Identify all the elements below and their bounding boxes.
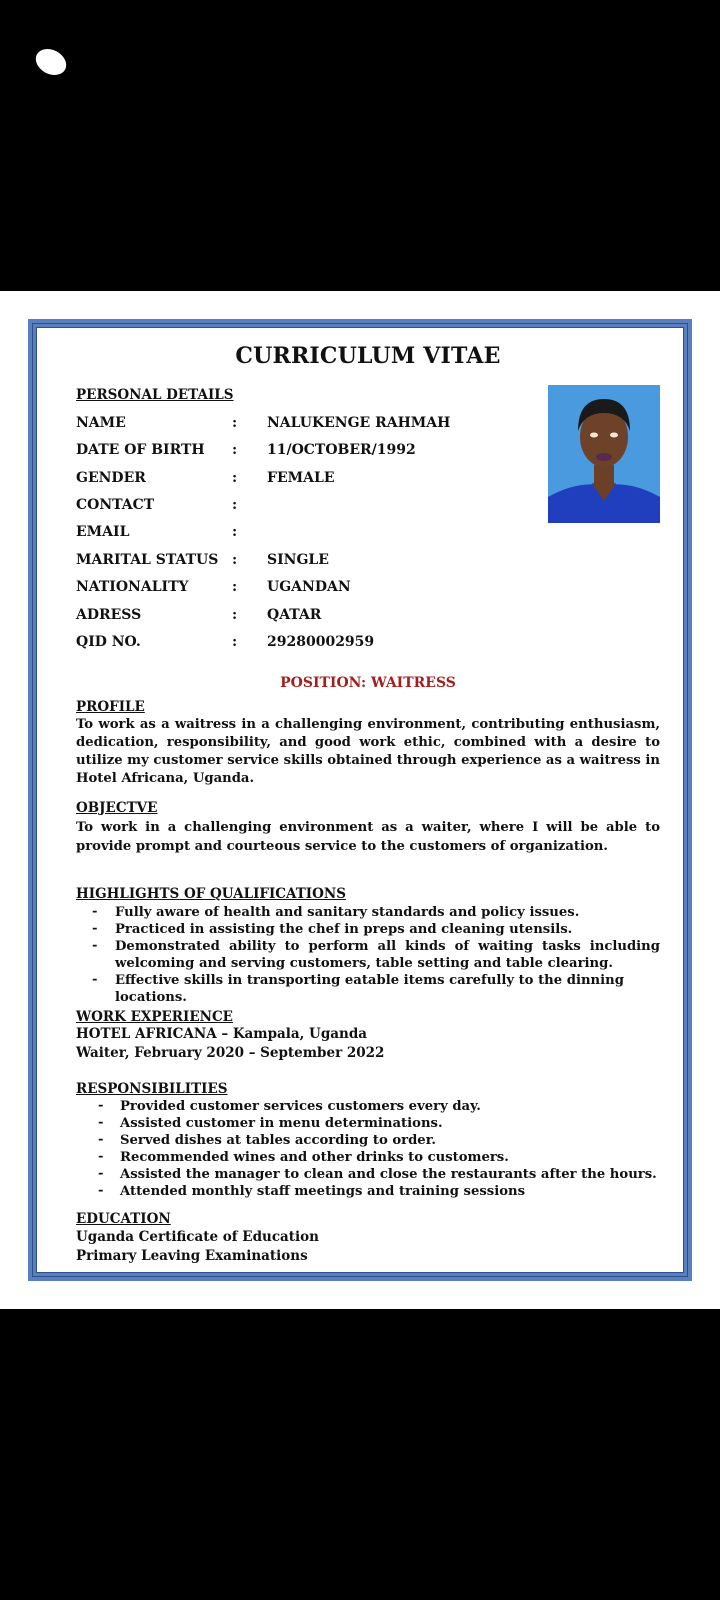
list-dash: -	[92, 938, 98, 953]
detail-label: NATIONALITY	[76, 579, 189, 595]
list-item: Practiced in assisting the chef in preps and cleaning utensils.	[115, 922, 573, 937]
position-title: POSITION: WAITRESS	[280, 675, 456, 691]
detail-value: 11/OCTOBER/1992	[267, 442, 416, 458]
detail-label: ADRESS	[76, 607, 142, 623]
list-item: Fully aware of health and sanitary standards and policy issues.	[115, 905, 580, 920]
education-item: Primary Leaving Examinations	[76, 1248, 308, 1264]
detail-colon: :	[232, 442, 238, 458]
list-item: Assisted the manager to clean and close the restaurants after the hours.	[120, 1167, 657, 1182]
list-dash: -	[92, 972, 98, 987]
role-line: Waiter, February 2020 – September 2022	[76, 1045, 385, 1061]
list-dash: -	[98, 1149, 104, 1164]
list-item: Assisted customer in menu determinations.	[120, 1116, 443, 1131]
list-dash: -	[92, 921, 98, 936]
detail-label: GENDER	[76, 470, 146, 486]
profile-text: To work as a waitress in a challenging environment, contributing enthusiasm, dedication, responsibility, and good work ethic, combined with a desire to utilize my customer service skills obtained through experience as a waitress in Hotel Africana, Uganda.	[76, 717, 660, 786]
list-item: Provided customer services customers every day.	[120, 1099, 481, 1114]
detail-colon: :	[232, 552, 238, 568]
detail-value: SINGLE	[267, 552, 329, 568]
work-experience-heading: WORK EXPERIENCE	[76, 1009, 233, 1025]
personal-details-heading: PERSONAL DETAILS	[76, 387, 234, 403]
detail-label: QID NO.	[76, 634, 141, 650]
screen-shape	[31, 44, 71, 80]
detail-label: EMAIL	[76, 524, 130, 540]
detail-colon: :	[232, 524, 238, 540]
detail-colon: :	[232, 497, 238, 513]
cv-document-page	[0, 291, 720, 1309]
employer-line: HOTEL AFRICANA – Kampala, Uganda	[76, 1026, 368, 1042]
list-dash: -	[98, 1166, 104, 1181]
list-item: Effective skills in transporting eatable items carefully to the dinning locations.	[115, 973, 624, 1005]
list-dash: -	[98, 1098, 104, 1113]
detail-value: 29280002959	[267, 634, 375, 650]
education-heading: EDUCATION	[76, 1211, 171, 1227]
bottom-black-area	[0, 1309, 720, 1600]
highlights-heading: HIGHLIGHTS OF QUALIFICATIONS	[76, 886, 346, 902]
list-dash: -	[98, 1115, 104, 1130]
detail-label: CONTACT	[76, 497, 155, 513]
list-item: Served dishes at tables according to order.	[120, 1133, 437, 1148]
detail-colon: :	[232, 415, 238, 431]
detail-value: FEMALE	[267, 470, 335, 486]
detail-value: NALUKENGE RAHMAH	[267, 415, 451, 431]
detail-label: DATE OF BIRTH	[76, 442, 205, 458]
list-item: Attended monthly staff meetings and training sessions	[120, 1184, 526, 1199]
education-item: Uganda Certificate of Education	[76, 1229, 319, 1245]
list-item: Demonstrated ability to perform all kinds of waiting tasks including welcoming and serving customers, table setting and table clearing.	[115, 939, 660, 971]
detail-value: UGANDAN	[267, 579, 351, 595]
detail-label: NAME	[76, 415, 126, 431]
profile-heading: PROFILE	[76, 699, 145, 715]
detail-colon: :	[232, 634, 238, 650]
list-dash: -	[98, 1132, 104, 1147]
list-dash: -	[98, 1183, 104, 1198]
detail-value: QATAR	[267, 607, 322, 623]
objective-heading: OBJECTVE	[76, 800, 158, 816]
detail-colon: :	[232, 470, 238, 486]
profile-photo	[548, 385, 660, 523]
detail-colon: :	[232, 607, 238, 623]
list-item: Recommended wines and other drinks to customers.	[120, 1150, 509, 1165]
document-title: CURRICULUM VITAE	[235, 343, 501, 369]
detail-label: MARITAL STATUS	[76, 552, 219, 568]
responsibilities-heading: RESPONSIBILITIES	[76, 1081, 228, 1097]
detail-colon: :	[232, 579, 238, 595]
objective-text: To work in a challenging environment as a waiter, where I will be able to provide prompt and courteous service to the customers of organization.	[76, 820, 660, 854]
list-dash: -	[92, 904, 98, 919]
